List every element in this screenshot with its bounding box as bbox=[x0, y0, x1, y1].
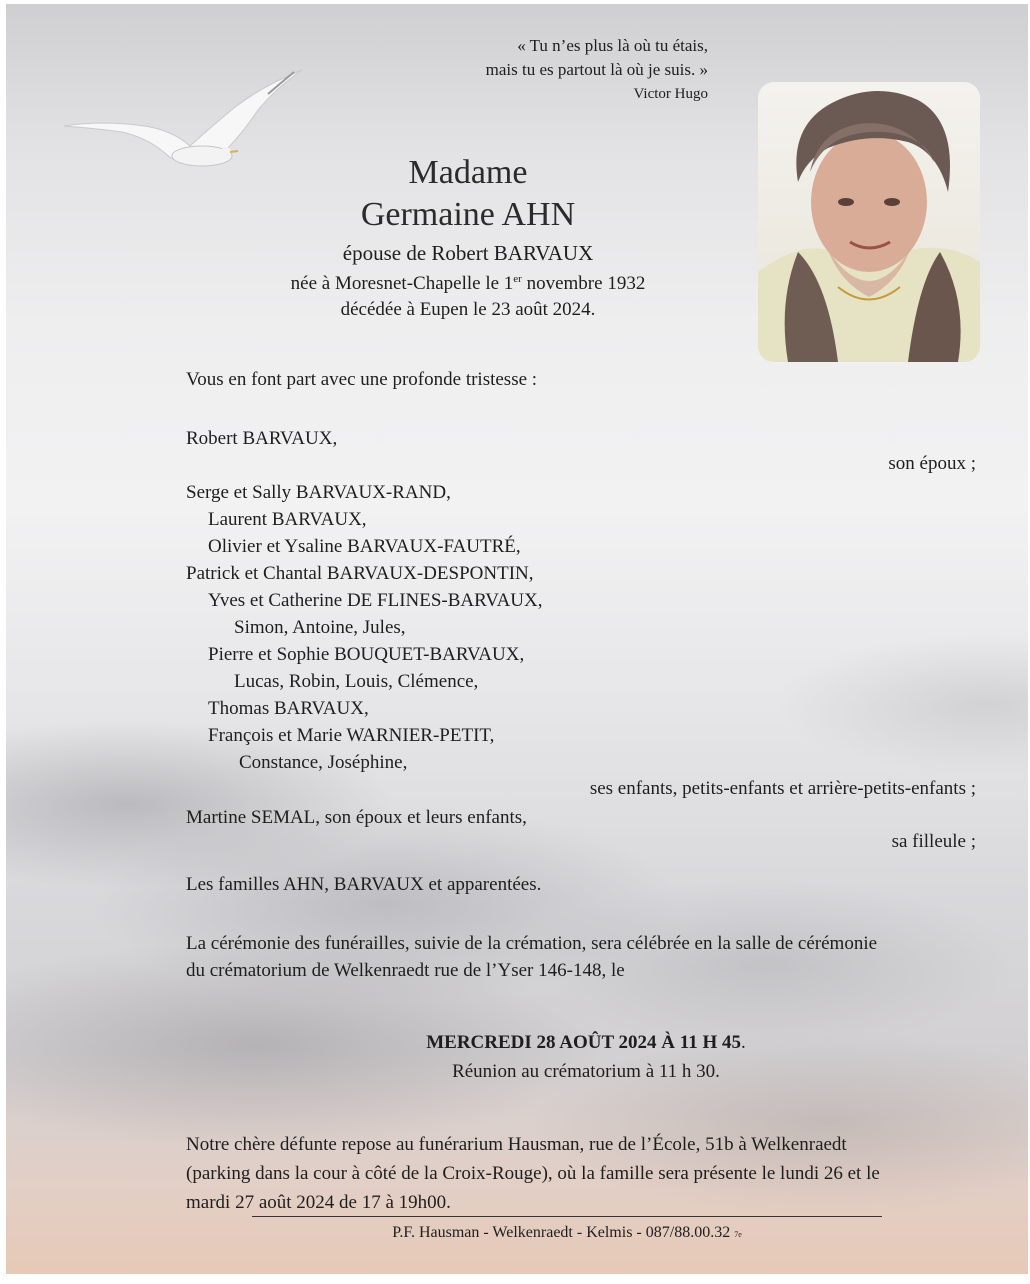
family-member: Serge et Sally BARVAUX-RAND, bbox=[186, 482, 451, 503]
birth-text: née à Moresnet-Chapelle le 1 bbox=[290, 273, 514, 294]
families-line: Les familles AHN, BARVAUX et apparentées. bbox=[186, 874, 542, 895]
death-line: décédée à Eupen le 23 août 2024. bbox=[340, 299, 596, 320]
resting-info bbox=[186, 1130, 880, 1217]
family-member: Pierre et Sophie BOUQUET-BARVAUX, bbox=[208, 644, 525, 665]
ceremony-line-2: du crématorium de Welkenraedt rue de l’Yser 146-148, le bbox=[186, 960, 625, 981]
footer-text: P.F. Hausman - Welkenraedt - Kelmis - 087/88.00.32 bbox=[392, 1224, 731, 1241]
family-member: Patrick et Chantal BARVAUX-DESPONTIN, bbox=[186, 563, 534, 584]
ceremony-datetime: MERCREDI 28 AOÛT 2024 À 11 H 45 bbox=[426, 1032, 741, 1053]
resting-line-1: Notre chère défunte repose au funérarium Hausman, rue de l’École, 51b à Welkenraedt bbox=[186, 1134, 847, 1155]
family-member: Simon, Antoine, Jules, bbox=[234, 617, 406, 638]
funeral-home-footer bbox=[252, 1224, 882, 1242]
family-member: Constance, Joséphine, bbox=[239, 752, 408, 773]
quote-line-2: mais tu es partout là où je suis. » bbox=[485, 60, 708, 79]
meeting-time: Réunion au crématorium à 11 h 30. bbox=[452, 1061, 720, 1082]
birth-ordinal: er bbox=[513, 273, 522, 285]
birth-line bbox=[218, 266, 718, 297]
deceased-heading bbox=[218, 152, 718, 323]
resting-line-3: mardi 27 août 2024 de 17 à 19h00. bbox=[186, 1192, 451, 1213]
family-member: Lucas, Robin, Louis, Clémence, bbox=[234, 671, 479, 692]
deceased-name: Germaine AHN bbox=[360, 196, 576, 233]
ceremony-date bbox=[306, 1032, 866, 1054]
announcement-intro: Vous en font part avec une profonde tristesse : bbox=[186, 369, 538, 390]
ceremony-text bbox=[186, 930, 877, 984]
goddaughter-relation: sa filleule ; bbox=[891, 831, 976, 852]
spouse-name: Robert BARVAUX, bbox=[186, 428, 338, 449]
resting-line-2: (parking dans la cour à côté de la Croix-Rouge), où la famille sera présente le lundi 26 et le bbox=[186, 1163, 880, 1184]
footer-mark: 7e bbox=[734, 1230, 742, 1239]
portrait-photo bbox=[758, 82, 980, 362]
birth-date: novembre 1932 bbox=[521, 273, 646, 294]
obituary-card bbox=[6, 4, 1028, 1274]
family-relation: ses enfants, petits-enfants et arrière-petits-enfants ; bbox=[589, 778, 976, 799]
family-member: François et Marie WARNIER-PETIT, bbox=[208, 725, 495, 746]
spouse-relation: son époux ; bbox=[888, 453, 976, 474]
family-member: Thomas BARVAUX, bbox=[208, 698, 369, 719]
quote-line-1: « Tu n’es plus là où tu étais, bbox=[517, 36, 708, 55]
spouse-line: épouse de Robert BARVAUX bbox=[342, 241, 594, 265]
family-member: Laurent BARVAUX, bbox=[208, 509, 367, 530]
goddaughter-name: Martine SEMAL, son époux et leurs enfants, bbox=[186, 807, 527, 828]
family-list bbox=[186, 479, 543, 776]
ceremony-date-period: . bbox=[741, 1032, 746, 1053]
family-member: Olivier et Ysaline BARVAUX-FAUTRÉ, bbox=[208, 536, 521, 557]
honorific: Madame bbox=[408, 154, 528, 191]
ceremony-line-1: La cérémonie des funérailles, suivie de la crémation, sera célébrée en la salle de cérémonie bbox=[186, 933, 878, 954]
family-member: Yves et Catherine DE FLINES-BARVAUX, bbox=[208, 590, 543, 611]
epigraph bbox=[306, 34, 708, 106]
footer-divider bbox=[252, 1216, 882, 1217]
quote-author: Victor Hugo bbox=[633, 86, 708, 102]
